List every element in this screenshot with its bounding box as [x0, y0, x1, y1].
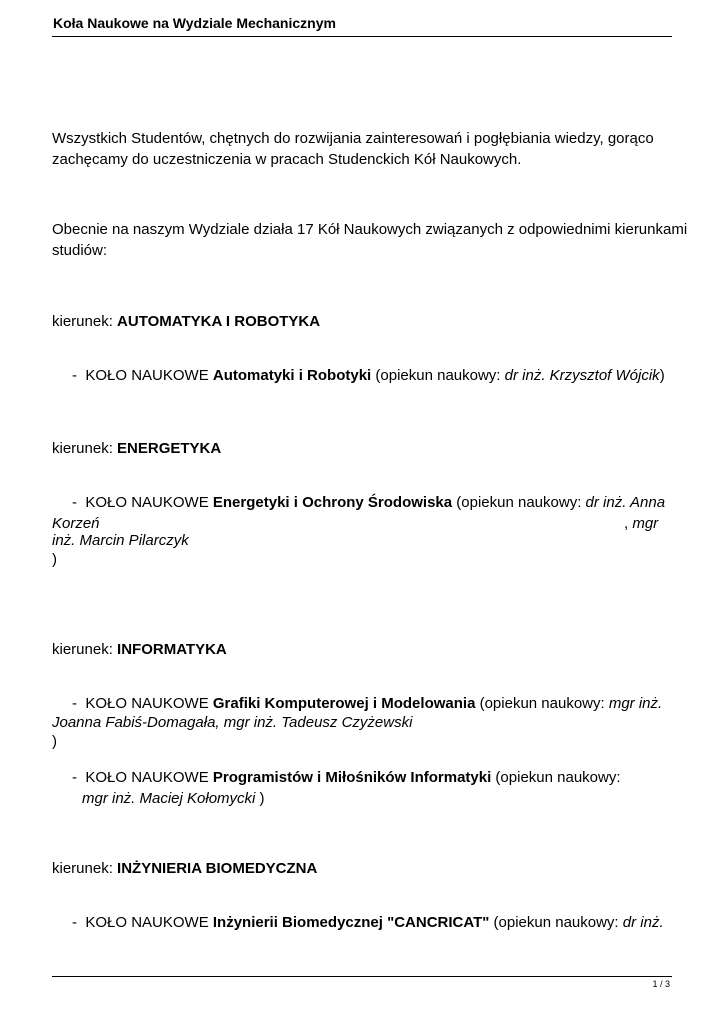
direction-heading	[52, 858, 317, 879]
circle-label: KOŁO NAUKOWE	[85, 914, 213, 931]
advisor-separator: ,	[624, 515, 633, 532]
circle-name: Grafiki Komputerowej i Modelowania	[212, 695, 476, 712]
direction-label: kierunek:	[52, 440, 118, 457]
direction-name: INFORMATYKA	[117, 641, 227, 658]
advisor-separator-line	[624, 513, 658, 534]
advisor-name: mgr	[632, 515, 659, 532]
advisor-label: (opiekun naukowy:	[371, 367, 505, 384]
advisor-label: (opiekun naukowy:	[475, 695, 609, 712]
circle-name: Automatyki i Robotyki	[212, 367, 372, 384]
list-dash: -	[72, 914, 77, 931]
circle-item	[72, 693, 662, 714]
circle-label: KOŁO NAUKOWE	[85, 769, 213, 786]
advisor-label: (opiekun naukowy:	[489, 914, 623, 931]
direction-label: kierunek:	[52, 313, 118, 330]
direction-name: ENERGETYKA	[117, 440, 222, 457]
circle-name: Energetyki i Ochrony Środowiska	[212, 494, 453, 511]
advisor-name: mgr inż.	[608, 695, 663, 712]
advisor-name: mgr inż. Maciej Kołomycki	[82, 790, 256, 807]
direction-name: INŻYNIERIA BIOMEDYCZNA	[117, 860, 318, 877]
direction-heading	[52, 311, 320, 332]
closing-paren: )	[52, 733, 57, 750]
advisor-name: dr inż. Krzysztof Wójcik	[504, 367, 660, 384]
circle-label: KOŁO NAUKOWE	[85, 494, 213, 511]
list-dash: -	[72, 769, 77, 786]
intro-paragraph-1-line-2: zachęcamy do uczestniczenia w pracach Studenckich Kół Naukowych.	[52, 151, 522, 168]
page-number: 1 / 3	[652, 979, 670, 989]
footer-rule	[52, 976, 672, 977]
intro-paragraph-2-line-2: studiów:	[52, 242, 108, 259]
header-rule	[52, 36, 672, 37]
list-dash: -	[72, 367, 77, 384]
circle-item	[72, 365, 665, 386]
advisor-name-continued: Joanna Fabiś-Domagała, mgr inż. Tadeusz Czyżewski	[52, 714, 413, 731]
circle-name: Inżynierii Biomedycznej "CANCRICAT"	[212, 914, 490, 931]
advisor-label: (opiekun naukowy:	[491, 769, 621, 786]
intro-paragraph-1-line-1: Wszystkich Studentów, chętnych do rozwijania zainteresowań i pogłębiania wiedzy, gorąco	[52, 130, 654, 147]
list-dash: -	[72, 494, 77, 511]
circle-name: Programistów i Miłośników Informatyki	[212, 769, 492, 786]
list-dash: -	[72, 695, 77, 712]
direction-heading	[52, 438, 221, 459]
direction-name: AUTOMATYKA I ROBOTYKA	[117, 313, 321, 330]
advisor-name-continued: Korzeń	[52, 515, 100, 532]
direction-heading	[52, 639, 227, 660]
closing-paren: )	[52, 551, 57, 568]
closing-paren: )	[659, 367, 665, 384]
circle-label: KOŁO NAUKOWE	[85, 367, 213, 384]
advisor-label: (opiekun naukowy:	[452, 494, 586, 511]
circle-item	[72, 912, 664, 933]
direction-label: kierunek:	[52, 860, 118, 877]
intro-paragraph-2-line-1: Obecnie na naszym Wydziale działa 17 Kół Naukowych związanych z odpowiednimi kierunkami	[52, 221, 688, 238]
page-header-title: Koła Naukowe na Wydziale Mechanicznym	[53, 15, 336, 31]
direction-label: kierunek:	[52, 641, 118, 658]
closing-paren: )	[255, 790, 265, 807]
circle-item	[72, 767, 621, 788]
circle-label: KOŁO NAUKOWE	[85, 695, 213, 712]
advisor-name-continued: inż. Marcin Pilarczyk	[52, 532, 189, 549]
circle-item	[72, 492, 665, 513]
advisor-line	[82, 788, 265, 809]
advisor-name: dr inż.	[622, 914, 664, 931]
advisor-name: dr inż. Anna	[585, 494, 666, 511]
